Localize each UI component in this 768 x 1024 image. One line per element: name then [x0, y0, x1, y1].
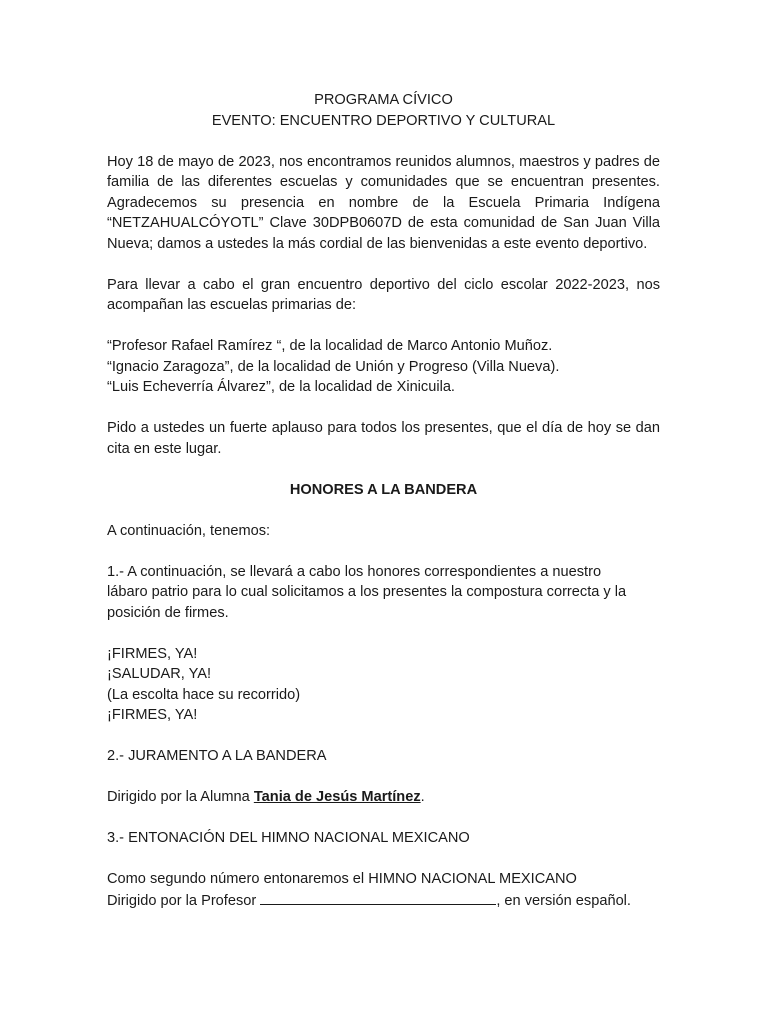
step3-line2-prefix: Dirigido por la Profesor — [107, 892, 261, 909]
step3-title: 3.- ENTONACIÓN DEL HIMNO NACIONAL MEXICANO — [107, 830, 470, 846]
document-page — [107, 90, 660, 911]
applause-paragraph: Pido a ustedes un fuerte aplauso para todos los presentes, que el día de hoy se dan cita en este lugar. — [107, 420, 660, 457]
commands-list — [107, 644, 660, 726]
command-item: (La escolta hace su recorrido) — [107, 686, 301, 703]
intro-paragraph: Hoy 18 de mayo de 2023, nos encontramos reunidos alumnos, maestros y padres de familia de las diferentes escuelas y comunidades que se encuentran presentes. Agradecemos su presencia en nombre de la Escuela Primaria Indígena “NETZAHUALCÓYOTL” Clave 30DPB0607D de esta comunidad de San Juan Villa Nueva; damos a ustedes la más cordial de las bienvenidas a este evento deportivo. — [107, 153, 660, 252]
continuation-text: A continuación, tenemos: — [107, 522, 271, 539]
step1-paragraph — [107, 562, 660, 624]
document-subtitle: EVENTO: ENCUENTRO DEPORTIVO Y CULTURAL — [211, 112, 556, 129]
step1-line: posición de firmes. — [107, 604, 229, 621]
command-item: ¡SALUDAR, YA! — [107, 666, 212, 682]
document-title: PROGRAMA CÍVICO — [314, 92, 453, 108]
step2-title: 2.- JURAMENTO A LA BANDERA — [107, 748, 327, 764]
command-item: ¡FIRMES, YA! — [107, 645, 198, 662]
command-item: ¡FIRMES, YA! — [107, 707, 198, 723]
step2-directed-prefix: Dirigido por la Alumna — [107, 789, 254, 805]
school-item: “Luis Echeverría Álvarez”, de la localidad de Xinicuila. — [107, 379, 455, 395]
step3-line2 — [107, 890, 660, 912]
school-item: “Profesor Rafael Ramírez “, de la localidad de Marco Antonio Muñoz. — [107, 338, 553, 354]
step1-line: 1.- A continuación, se llevará a cabo los honores correspondientes a nuestro — [107, 563, 602, 580]
schools-intro-paragraph: Para llevar a cabo el gran encuentro deportivo del ciclo escolar 2022-2023, nos acompañan las escuelas primarias de: — [107, 276, 660, 313]
step3-line1: Como segundo número entonaremos el HIMNO NACIONAL MEXICANO — [107, 871, 577, 887]
student-name: Tania de Jesús Martínez — [253, 789, 421, 805]
step1-line: lábaro patrio para lo cual solicitamos a los presentes la compostura correcta y la — [107, 584, 627, 600]
step3-line2-suffix: , en versión español. — [496, 892, 631, 909]
step2-directed-suffix: . — [420, 789, 425, 805]
document-header — [107, 90, 660, 131]
teacher-name-blank — [260, 890, 496, 905]
schools-list — [107, 336, 660, 398]
school-item: “Ignacio Zaragoza”, de la localidad de Unión y Progreso (Villa Nueva). — [107, 358, 560, 375]
step3-paragraph — [107, 869, 660, 911]
honors-heading: HONORES A LA BANDERA — [289, 481, 478, 498]
step2-directed-by — [107, 787, 660, 808]
